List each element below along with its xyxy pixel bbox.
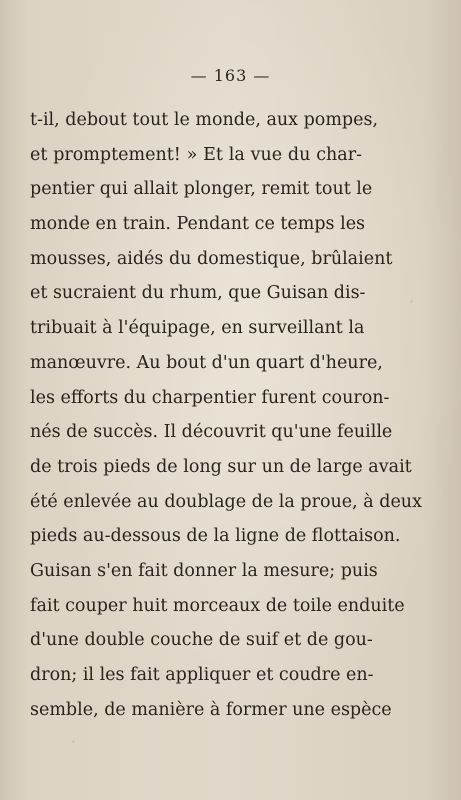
text-line: t-il, debout tout le monde, aux pompes,	[30, 110, 379, 130]
paper-stain	[72, 740, 75, 743]
text-line: manœuvre. Au bout d'un quart d'heure,	[30, 352, 383, 373]
text-line: pentier qui allait plonger, remit tout le	[30, 179, 373, 200]
text-line: dron; il les fait appliquer et coudre en-	[30, 665, 374, 685]
text-line: nés de succès. Il découvrit qu'une feuille	[30, 422, 393, 443]
text-line: Guisan s'en fait donner la mesure; puis	[30, 560, 378, 581]
page-number: — 163 —	[190, 66, 271, 85]
text-line: de trois pieds de long sur un de large avait	[30, 456, 412, 477]
text-line: tribuait à l'équipage, en surveillant la	[30, 318, 365, 339]
text-line: d'une double couche de suif et de gou-	[30, 630, 373, 651]
text-line: fait couper huit morceaux de toile enduite	[30, 595, 405, 616]
text-line: semble, de manière à former une espèce	[30, 699, 392, 720]
text-line: monde en train. Pendant ce temps les	[30, 214, 366, 235]
text-line: et promptement! » Et la vue du char-	[30, 144, 362, 165]
text-line: mousses, aidés du domestique, brûlaient	[30, 248, 393, 269]
text-line: et sucraient du rhum, que Guisan dis-	[30, 283, 366, 304]
text-line: été enlevée au doublage de la proue, à deux	[30, 491, 422, 512]
text-line: pieds au-dessous de la ligne de flottaison.	[30, 526, 401, 547]
text-line: les efforts du charpentier furent couron-	[30, 387, 390, 408]
body-text	[30, 103, 422, 727]
paper-stain	[410, 300, 413, 303]
